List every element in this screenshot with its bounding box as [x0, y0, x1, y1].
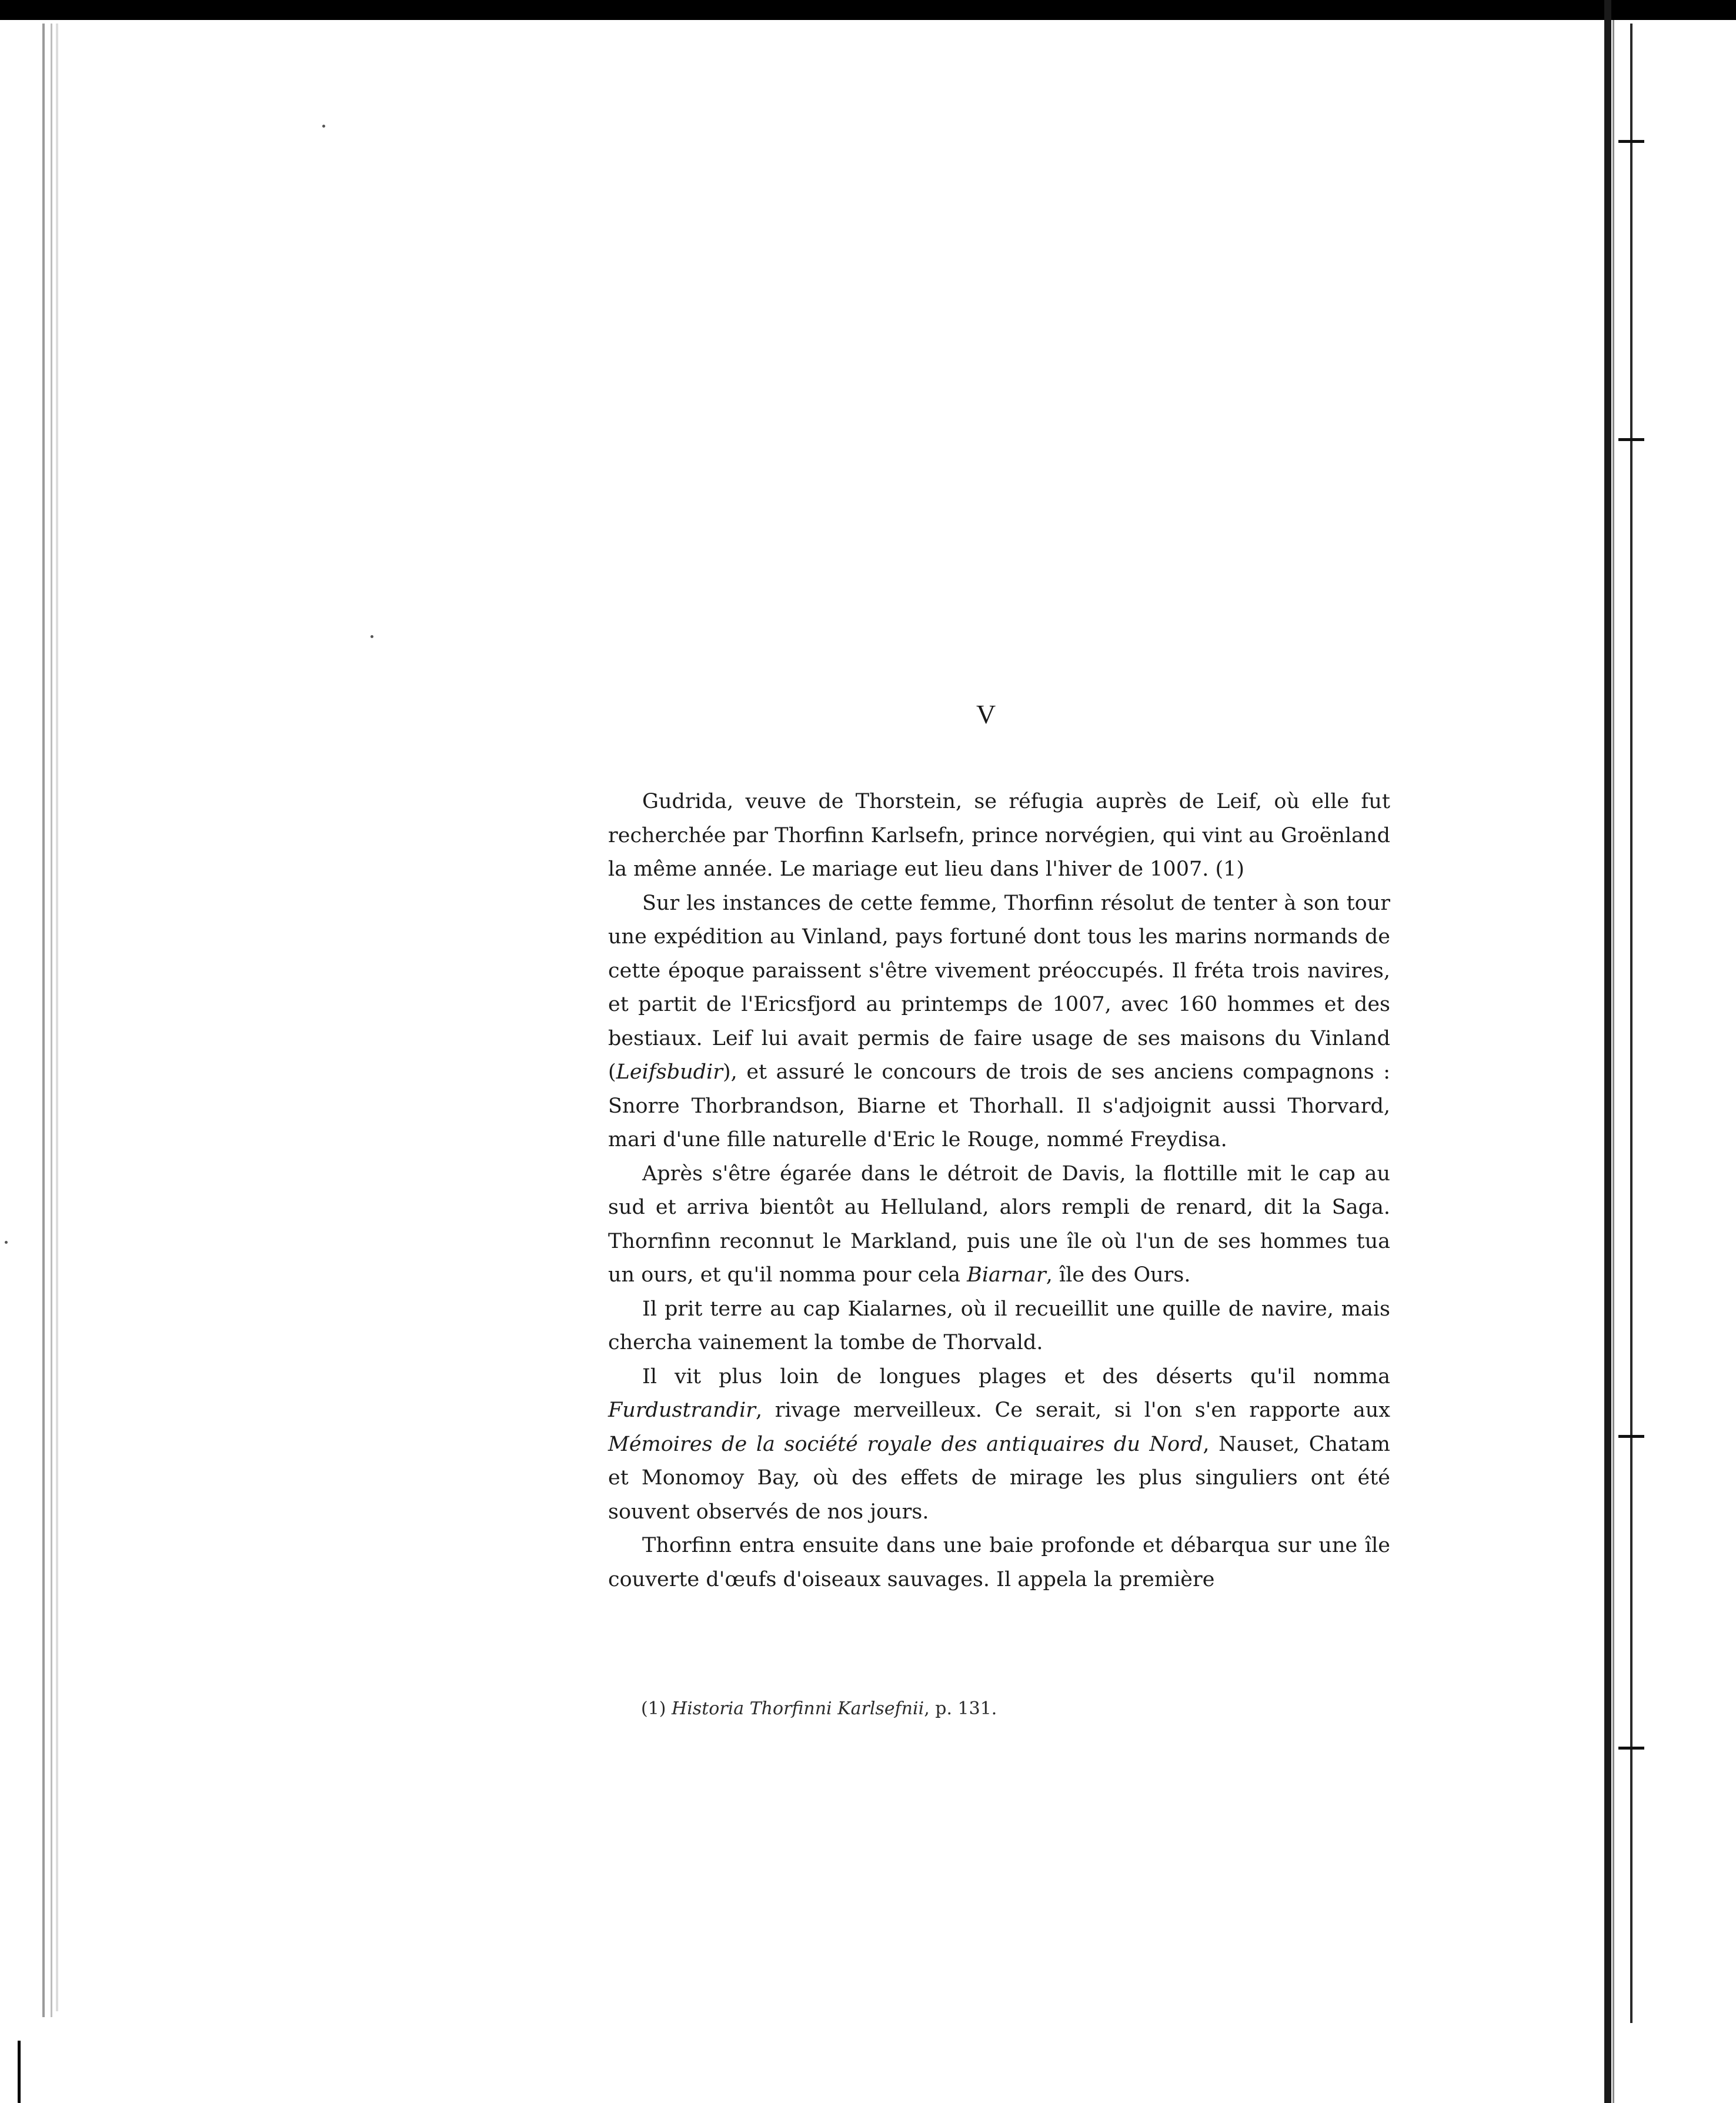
text-run: Gudrida, veuve de Thorstein, se réfugia auprès de Leif, où elle fut recherchée par Thorfinn Karlsefn, prince norvégien, qui vint au Groënland la même année. Le mariage eut lieu dans l'hiver de 1007. (1) [608, 790, 1390, 881]
paragraph [608, 1157, 1390, 1293]
scan-speck [5, 1241, 8, 1244]
binding-mark [1618, 438, 1644, 441]
footnote-marker: (1) [641, 1698, 666, 1719]
text-run: Il prit terre au cap Kialarnes, où il recueillit une quille de navire, mais chercha vainement la tombe de Thorvald. [608, 1297, 1390, 1354]
binding-mark [1618, 140, 1644, 143]
text-run: Après s'être égarée dans le détroit de Davis, la flottille mit le cap au sud et arriva bientôt au Helluland, alors rempli de renard, dit la Saga. Thornfinn reconnut le Markland, puis une île où l'un de ses hommes tua un ours, et qu'il nomma pour cela [608, 1161, 1390, 1287]
text-run: , rivage merveilleux. Ce serait, si l'on s'en rapporte aux [756, 1398, 1390, 1422]
scan-left-fold [42, 24, 52, 2017]
text-run: Il vit plus loin de longues plages et des déserts qu'il nomma [642, 1364, 1390, 1388]
scan-corner-artifact [0, 2041, 21, 2103]
paragraph [608, 785, 1390, 887]
binding-mark [1618, 1747, 1644, 1750]
chapter-number: V [976, 699, 996, 729]
paragraph [608, 1529, 1390, 1597]
text-run: ), et assuré le concours de trois de ses anciens compagnons : Snorre Thorbrandson, Biarne et Thorhall. Il s'adjoignit aussi Thorvard, mari d'une fille naturelle d'Eric le Rouge, nommé Freydisa. [608, 1060, 1390, 1151]
paragraph [608, 1360, 1390, 1530]
body-text [608, 785, 1390, 1597]
scan-speck [322, 125, 325, 128]
paragraph [608, 1293, 1390, 1360]
italic-text: Biarnar [967, 1263, 1046, 1287]
italic-text: Leifsbudir [616, 1060, 723, 1084]
italic-text: Furdustrandir [608, 1398, 756, 1422]
scan-speck [370, 635, 373, 638]
text-run: Sur les instances de cette femme, Thorfinn résolut de tenter à son tour une expédition au Vinland, pays fortuné dont tous les marins normands de cette époque paraissent s'être vivement préoccupés. Il fréta trois navires, et partit de l'Ericsfjord au printemps de 1007, avec 160 hommes et des bestiaux. Leif lui avait permis de faire usage de ses maisons du Vinland ( [608, 891, 1390, 1084]
text-run: , Nauset, Chatam et Monomoy Bay, où des effets de mirage les plus singuliers ont été souvent observés de nos jours. [608, 1432, 1390, 1524]
text-run: , île des Ours. [1046, 1263, 1191, 1287]
scan-left-fold-shadow [56, 24, 58, 2011]
scan-right-gutter [1604, 0, 1611, 2103]
binding-mark [1618, 1435, 1644, 1438]
footnote [641, 1698, 1347, 1719]
italic-text: Mémoires de la société royale des antiquaires du Nord [608, 1432, 1203, 1456]
paragraph [608, 887, 1390, 1157]
footnote-page: , p. 131. [924, 1698, 997, 1719]
footnote-title: Historia Thorfinni Karlsefnii [672, 1698, 924, 1719]
text-run: Thorfinn entra ensuite dans une baie profonde et débarqua sur une île couverte d'œufs d'oiseaux sauvages. Il appela la première [608, 1534, 1390, 1591]
scan-right-binding-line [1630, 24, 1632, 2023]
scan-top-border [0, 0, 1736, 20]
